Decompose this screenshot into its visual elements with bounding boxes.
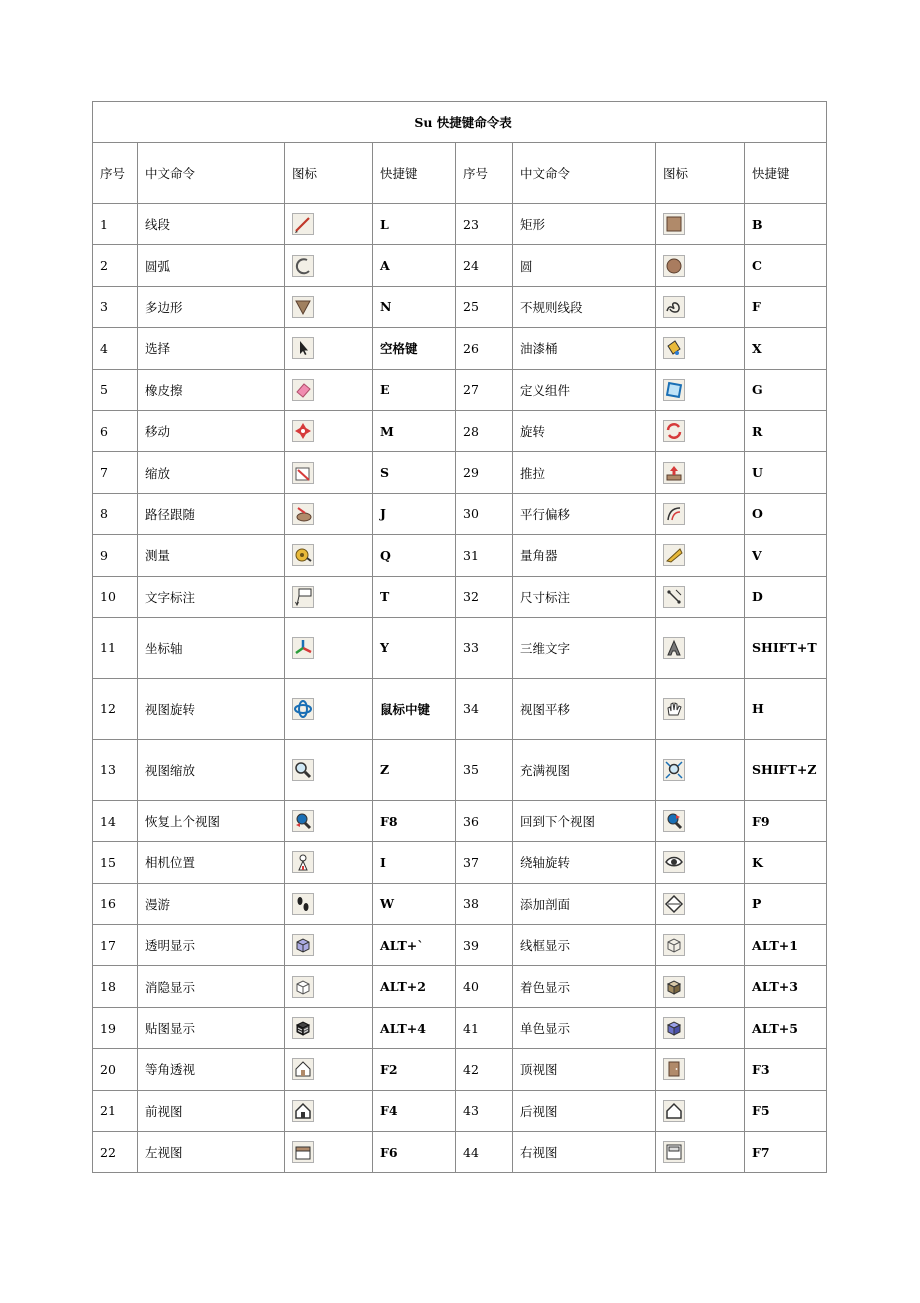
command-icon-cell [656,576,745,617]
table-row [93,410,827,451]
command-name: 选择 [138,328,285,369]
command-icon-cell [285,410,373,451]
row-number: 1 [93,204,138,245]
shortcut-key: N [373,286,456,327]
scale-icon [292,462,314,484]
select-arrow-icon [292,337,314,359]
textured-cube-icon [292,1017,314,1039]
command-icon-cell [656,452,745,493]
row-number: 7 [93,452,138,493]
shortcut-key: F8 [373,800,456,841]
row-number: 24 [456,245,513,286]
command-icon-cell [656,966,745,1007]
command-name: 缩放 [138,452,285,493]
command-name: 线段 [138,204,285,245]
shortcut-key: Z [373,739,456,800]
row-number: 21 [93,1090,138,1131]
command-icon-cell [656,1132,745,1173]
move-icon [292,420,314,442]
header-icon-left: 图标 [285,143,373,204]
table-row [93,1132,827,1173]
command-icon-cell [656,493,745,534]
row-number: 10 [93,576,138,617]
shortcut-key: E [373,369,456,410]
shortcut-key: H [745,678,827,739]
table-row [93,883,827,924]
shortcut-key: X [745,328,827,369]
command-name: 不规则线段 [513,286,656,327]
command-icon-cell [285,493,373,534]
pan-hand-icon [663,698,685,720]
front-house-icon [292,1100,314,1122]
shortcut-key: F5 [745,1090,827,1131]
shortcut-key: Q [373,535,456,576]
command-icon-cell [656,1007,745,1048]
shortcut-key: Y [373,617,456,678]
command-name: 视图平移 [513,678,656,739]
shortcut-key: R [745,410,827,451]
command-icon-cell [656,410,745,451]
dimension-icon [663,586,685,608]
shortcut-key: F6 [373,1132,456,1173]
table-row [93,245,827,286]
row-number: 37 [456,842,513,883]
command-name: 三维文字 [513,617,656,678]
command-name: 推拉 [513,452,656,493]
command-name: 恢复上个视图 [138,800,285,841]
protractor-icon [663,544,685,566]
command-name: 透明显示 [138,925,285,966]
command-icon-cell [285,842,373,883]
command-icon-cell [656,883,745,924]
command-icon-cell [656,800,745,841]
command-name: 矩形 [513,204,656,245]
table-row [93,204,827,245]
shortcut-key: F [745,286,827,327]
command-name: 等角透视 [138,1049,285,1090]
row-number: 38 [456,883,513,924]
shortcut-key: W [373,883,456,924]
command-icon-cell [656,1049,745,1090]
section-plane-icon [663,893,685,915]
command-icon-cell [285,1132,373,1173]
row-number: 28 [456,410,513,451]
header-icon-right: 图标 [656,143,745,204]
row-number: 14 [93,800,138,841]
line-pencil-icon [292,213,314,235]
rectangle-icon [663,213,685,235]
shortcut-key: J [373,493,456,534]
command-icon-cell [656,286,745,327]
orbit-icon [292,698,314,720]
shortcut-key: G [745,369,827,410]
row-number: 15 [93,842,138,883]
command-name: 前视图 [138,1090,285,1131]
back-house-icon [663,1100,685,1122]
command-name: 右视图 [513,1132,656,1173]
shortcut-key: F3 [745,1049,827,1090]
row-number: 12 [93,678,138,739]
shortcut-key: SHIFT+Z [745,739,827,800]
row-number: 31 [456,535,513,576]
command-icon-cell [285,678,373,739]
shortcut-key: L [373,204,456,245]
row-number: 41 [456,1007,513,1048]
shortcut-key: ALT+` [373,925,456,966]
row-number: 26 [456,328,513,369]
row-number: 3 [93,286,138,327]
row-number: 44 [456,1132,513,1173]
command-name: 单色显示 [513,1007,656,1048]
row-number: 40 [456,966,513,1007]
command-icon-cell [656,369,745,410]
shortcut-key: T [373,576,456,617]
command-icon-cell [656,678,745,739]
command-name: 圆弧 [138,245,285,286]
command-name: 漫游 [138,883,285,924]
shortcut-key: P [745,883,827,924]
look-around-eye-icon [663,851,685,873]
command-name: 测量 [138,535,285,576]
command-name: 视图旋转 [138,678,285,739]
row-number: 19 [93,1007,138,1048]
command-icon-cell [285,925,373,966]
command-name: 相机位置 [138,842,285,883]
text-label-icon [292,586,314,608]
row-number: 43 [456,1090,513,1131]
shortcut-key: SHIFT+T [745,617,827,678]
command-name: 平行偏移 [513,493,656,534]
row-number: 20 [93,1049,138,1090]
header-key-right: 快捷键 [745,143,827,204]
table-row [93,286,827,327]
table-row [93,678,827,739]
hidden-line-cube-icon [292,976,314,998]
row-number: 42 [456,1049,513,1090]
row-number: 17 [93,925,138,966]
3d-text-icon [663,637,685,659]
shortcut-key: B [745,204,827,245]
table-row [93,328,827,369]
table-row [93,576,827,617]
shortcut-key: S [373,452,456,493]
command-icon-cell [656,245,745,286]
walk-footprints-icon [292,893,314,915]
command-name: 圆 [513,245,656,286]
command-name: 绕轴旋转 [513,842,656,883]
header-cmd-right: 中文命令 [513,143,656,204]
header-row [93,143,827,204]
shortcut-key: F2 [373,1049,456,1090]
row-number: 23 [456,204,513,245]
row-number: 32 [456,576,513,617]
previous-view-icon [292,810,314,832]
header-no-left: 序号 [93,143,138,204]
freehand-icon [663,296,685,318]
table-row [93,535,827,576]
row-number: 13 [93,739,138,800]
wireframe-cube-icon [663,934,685,956]
shortcut-key: ALT+1 [745,925,827,966]
table-row [93,369,827,410]
command-icon-cell [285,1049,373,1090]
axes-icon [292,637,314,659]
command-name: 左视图 [138,1132,285,1173]
command-name: 移动 [138,410,285,451]
shortcut-key: O [745,493,827,534]
command-name: 橡皮擦 [138,369,285,410]
shortcut-key: ALT+5 [745,1007,827,1048]
row-number: 11 [93,617,138,678]
table-row [93,1049,827,1090]
row-number: 22 [93,1132,138,1173]
offset-icon [663,503,685,525]
command-name: 尺寸标注 [513,576,656,617]
command-icon-cell [285,245,373,286]
row-number: 30 [456,493,513,534]
command-icon-cell [285,576,373,617]
command-icon-cell [285,1090,373,1131]
table-row [93,925,827,966]
command-name: 定义组件 [513,369,656,410]
command-icon-cell [656,328,745,369]
rotate-icon [663,420,685,442]
table-row [93,617,827,678]
shortcut-key: 空格键 [373,328,456,369]
shortcut-key: D [745,576,827,617]
row-number: 6 [93,410,138,451]
shortcut-key: ALT+4 [373,1007,456,1048]
command-name: 文字标注 [138,576,285,617]
command-name: 添加剖面 [513,883,656,924]
command-name: 视图缩放 [138,739,285,800]
top-view-icon [663,1058,685,1080]
eraser-icon [292,379,314,401]
command-name: 线框显示 [513,925,656,966]
row-number: 2 [93,245,138,286]
command-icon-cell [656,617,745,678]
header-no-right: 序号 [456,143,513,204]
table-row [93,1090,827,1131]
command-name: 后视图 [513,1090,656,1131]
header-cmd-left: 中文命令 [138,143,285,204]
command-icon-cell [285,739,373,800]
arc-icon [292,255,314,277]
make-component-icon [663,379,685,401]
command-name: 路径跟随 [138,493,285,534]
table-row [93,739,827,800]
zoom-icon [292,759,314,781]
zoom-extents-icon [663,759,685,781]
command-name: 顶视图 [513,1049,656,1090]
shortcut-key: I [373,842,456,883]
row-number: 25 [456,286,513,327]
command-icon-cell [285,617,373,678]
row-number: 9 [93,535,138,576]
tape-measure-icon [292,544,314,566]
command-icon-cell [285,452,373,493]
command-icon-cell [285,369,373,410]
command-icon-cell [656,842,745,883]
shortcut-key: A [373,245,456,286]
iso-house-icon [292,1058,314,1080]
command-name: 旋转 [513,410,656,451]
table-row [93,842,827,883]
paint-bucket-icon [663,337,685,359]
shortcut-key: 鼠标中键 [373,678,456,739]
row-number: 39 [456,925,513,966]
row-number: 35 [456,739,513,800]
shortcut-key: F4 [373,1090,456,1131]
shortcut-key: ALT+2 [373,966,456,1007]
table-row [93,493,827,534]
table-row [93,452,827,493]
follow-me-icon [292,503,314,525]
command-icon-cell [285,1007,373,1048]
row-number: 29 [456,452,513,493]
left-view-icon [292,1141,314,1163]
row-number: 34 [456,678,513,739]
command-icon-cell [285,883,373,924]
command-icon-cell [285,204,373,245]
row-number: 33 [456,617,513,678]
row-number: 36 [456,800,513,841]
shortcut-key: ALT+3 [745,966,827,1007]
next-view-icon [663,810,685,832]
xray-cube-icon [292,934,314,956]
table-row [93,966,827,1007]
row-number: 16 [93,883,138,924]
command-icon-cell [285,286,373,327]
monochrome-cube-icon [663,1017,685,1039]
command-icon-cell [285,328,373,369]
shortcut-key: F9 [745,800,827,841]
shortcut-key: K [745,842,827,883]
shortcut-table [92,101,827,1173]
header-key-left: 快捷键 [373,143,456,204]
right-view-icon [663,1141,685,1163]
circle-icon [663,255,685,277]
row-number: 4 [93,328,138,369]
command-icon-cell [656,925,745,966]
command-name: 着色显示 [513,966,656,1007]
row-number: 27 [456,369,513,410]
table-row [93,1007,827,1048]
shaded-cube-icon [663,976,685,998]
shortcut-key: V [745,535,827,576]
command-name: 消隐显示 [138,966,285,1007]
row-number: 5 [93,369,138,410]
table-row [93,800,827,841]
push-pull-icon [663,462,685,484]
command-name: 坐标轴 [138,617,285,678]
row-number: 8 [93,493,138,534]
command-name: 油漆桶 [513,328,656,369]
row-number: 18 [93,966,138,1007]
command-icon-cell [285,966,373,1007]
command-icon-cell [656,204,745,245]
command-icon-cell [656,535,745,576]
command-name: 回到下个视图 [513,800,656,841]
command-icon-cell [656,1090,745,1131]
polygon-icon [292,296,314,318]
table-title: Su 快捷键命令表 [93,102,827,143]
command-icon-cell [285,535,373,576]
command-name: 充满视图 [513,739,656,800]
command-name: 量角器 [513,535,656,576]
command-name: 贴图显示 [138,1007,285,1048]
shortcut-key: F7 [745,1132,827,1173]
command-icon-cell [285,800,373,841]
command-name: 多边形 [138,286,285,327]
command-icon-cell [656,739,745,800]
shortcut-key: M [373,410,456,451]
shortcut-key: U [745,452,827,493]
position-camera-icon [292,851,314,873]
shortcut-key: C [745,245,827,286]
